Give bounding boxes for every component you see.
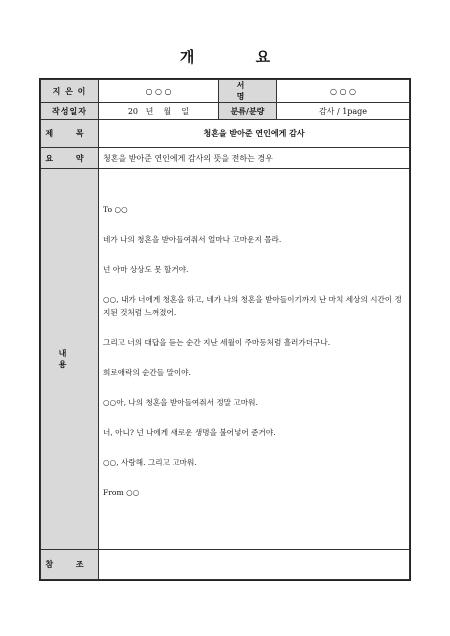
letter-paragraph: 희로애락의 순간들 말이야. xyxy=(103,367,191,377)
author-value: ○ ○ ○ xyxy=(99,80,219,103)
summary-value: 청혼을 받아준 연인에게 감사의 뜻을 전하는 경우 xyxy=(99,148,410,169)
sign-label: 서 명 xyxy=(219,80,277,103)
content-body xyxy=(99,169,410,550)
date-value: 20 년 월 일 xyxy=(99,103,219,120)
date-label: 작성일자 xyxy=(41,103,99,120)
sign-value: ○ ○ ○ xyxy=(277,80,410,103)
form-table xyxy=(40,79,410,580)
letter-paragraph: From ○○ xyxy=(103,487,140,497)
letter-paragraph: ○○, 사랑해. 그리고 고마워. xyxy=(103,457,197,467)
summary-row xyxy=(41,148,410,169)
summary-label: 요 약 xyxy=(41,148,99,169)
form-sheet xyxy=(39,78,411,581)
subject-row xyxy=(41,120,410,148)
reference-label: 참 조 xyxy=(41,550,99,580)
author-row xyxy=(41,80,410,103)
letter-paragraph: 네가 나의 청혼을 받아들여줘서 얼마나 고마운지 몰라. xyxy=(103,234,282,244)
letter-paragraph: 넌 아마 상상도 못 할거야. xyxy=(103,264,189,274)
subject-label: 제 목 xyxy=(41,120,99,148)
document-title: 개 요 xyxy=(179,48,299,66)
letter-paragraph: To ○○ xyxy=(103,204,128,214)
content-label: 내 용 xyxy=(41,169,99,550)
reference-row xyxy=(41,550,410,580)
date-row xyxy=(41,103,410,120)
subject-value: 청혼을 받아준 연인에게 감사 xyxy=(99,120,410,148)
reference-value xyxy=(99,550,410,580)
letter-paragraph: 그리고 너의 대답을 듣는 순간 지난 세월이 주마등처럼 흘러가더구나. xyxy=(103,337,331,347)
letter-paragraph: ○○, 내가 너에게 청혼을 하고, 네가 나의 청혼을 받아들이기까지 난 마치 세상의 시간이 정지된 것처럼 느껴졌어. xyxy=(103,294,402,317)
category-label: 분류/분량 xyxy=(219,103,277,120)
letter-paragraph: 너, 아니? 넌 나에게 새로운 생명을 불어넣어 준거야. xyxy=(103,427,276,437)
category-value: 감사 / 1page xyxy=(277,103,410,120)
author-label: 지 은 이 xyxy=(41,80,99,103)
content-row xyxy=(41,169,410,550)
letter-paragraph: ○○아, 나의 청혼을 받아들여줘서 정말 고마워. xyxy=(103,397,258,407)
